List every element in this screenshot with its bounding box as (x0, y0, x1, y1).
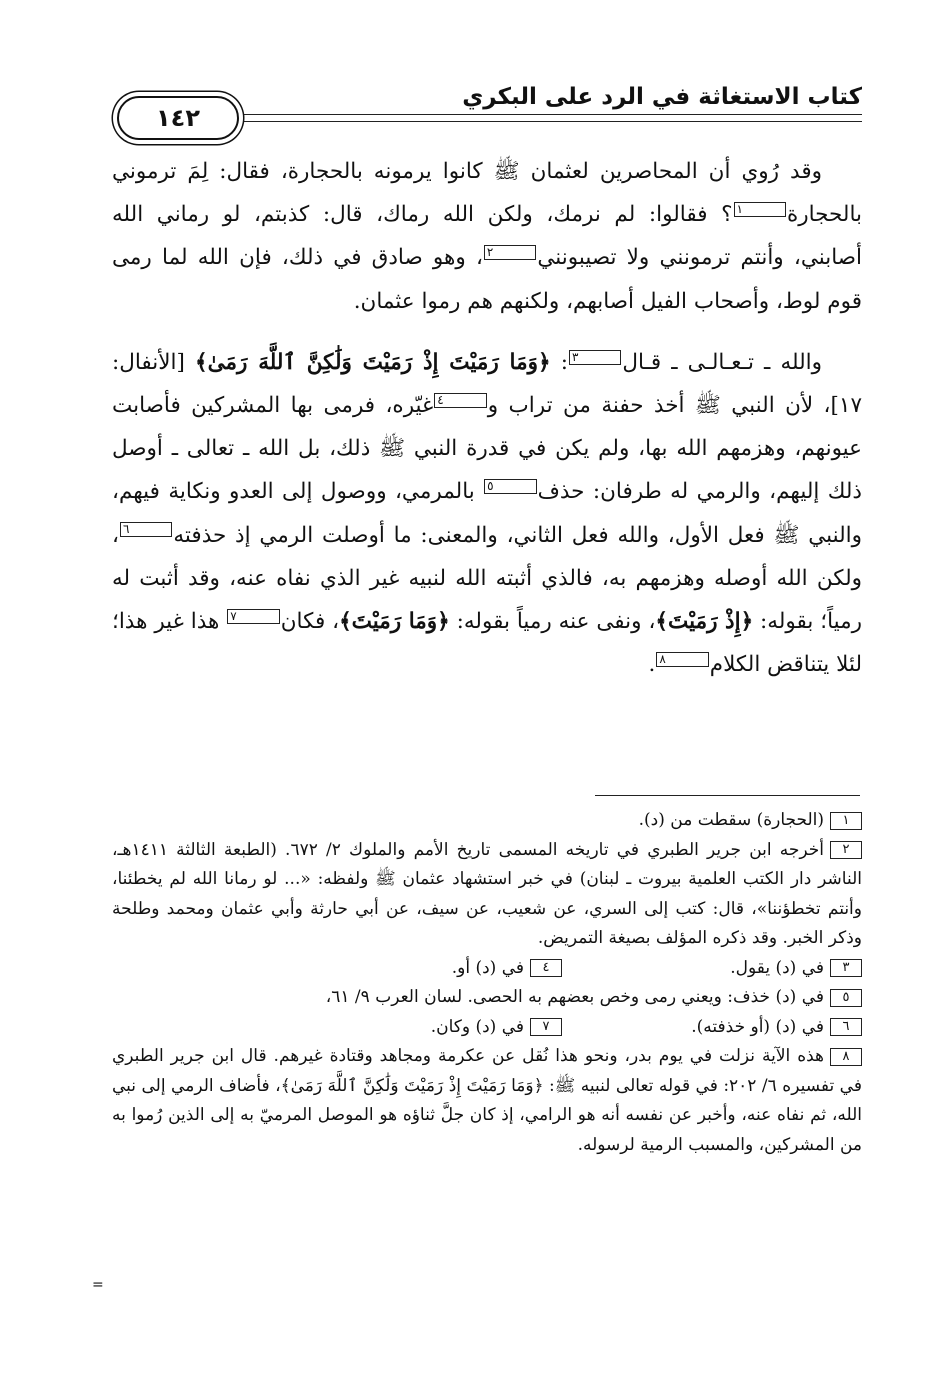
footnote-text: في (د) (أو خذفته). (691, 1016, 824, 1037)
footnote-ref-8[interactable]: ٨ (656, 652, 708, 667)
footnote-number: ٥ (830, 989, 862, 1007)
quran-verse: ﴿وَمَا رَمَيْتَ إِذْ رَمَيْتَ وَلَٰكِنَّ ٱللَّهَ رَمَىٰ﴾ (195, 349, 551, 375)
footnote-1 (112, 806, 862, 836)
text-run: هذا غير هذا؛ لئلا يتناقض الكلام (112, 609, 862, 678)
footnote-number: ٢ (830, 841, 862, 859)
footnote-text: (الحجارة) سقطت من (د). (638, 810, 824, 830)
footnote-ref-3[interactable]: ٣ (569, 350, 621, 365)
footnote-number: ٨ (830, 1048, 862, 1066)
text-run: بالمرمي، ووصول إلى العدو ونكاية فيهم، والنبي ﷺ فعل الأول، والله فعل الثاني، والمعنى: ما أوصلت الرمي إذ حذفته (112, 479, 862, 548)
footnote-8 (112, 1042, 862, 1160)
footnote-6 (562, 1013, 862, 1043)
footnote-ref-5[interactable]: ٥ (484, 479, 536, 494)
text-run: ، ونفى عنه رمياً بقوله: (449, 609, 656, 635)
text-run: وقد رُوي أن المحاصرين لعثمان ﷺ كانوا يرمونه بالحجارة، فقال: لِمَ ترموني بالحجارة (112, 159, 862, 228)
footnote-7 (262, 1013, 562, 1043)
footnote-ref-4[interactable]: ٤ (434, 393, 486, 408)
book-title: كتاب الاستغاثة في الرد على البكري (462, 84, 862, 110)
footnote-5 (112, 983, 862, 1013)
footnote-text: هذه الآية نزلت في يوم بدر، ونحو هذا نُقل عن عكرمة ومجاهد وقتادة غيرهم. قال ابن جرير الطبري في تفسيره ٦/ ٢٠٢: في قوله تعالى لنبيه ﷺ: ﴿وَمَا رَمَيْتَ إِذْ رَمَيْتَ وَلَٰكِنَّ ٱللَّهَ رَمَىٰ﴾، فأضاف الرمي إلى نبي الله، ثم نفاه عنه، وأخبر عن نفسه أنه هو الرامي، إذ كان جلَّ ثناؤه هو الموصل المرميّ به إلى الذين رُموا به من المشركين، والمسبب الرمية لرسوله. (112, 1046, 862, 1155)
footnote-separator (595, 795, 860, 796)
footnote-ref-7[interactable]: ٧ (227, 609, 279, 624)
footnote-2 (112, 836, 862, 954)
footnote-text: أخرجه ابن جرير الطبري في تاريخه المسمى تاريخ الأمم والملوك ٢/ ٦٧٢. (الطبعة الثالثة ١٤١١هـ، الناشر دار الكتب العلمية بيروت ـ لبنان) في خبر استشهاد عثمان ﷺ ولفظه: «... لو رمانا الله لم يخطئنا، وأنتم تخطؤننا»، قال: كتب إلى السري، عن شعيب، عن سيف، عن أبي حارثة وأبي عثمان ومحمد وطلحة وذكر الخبر. وقد ذكره المؤلف بصيغة التمريض. (112, 839, 862, 948)
footnote-4 (262, 954, 562, 984)
text-run: . (648, 652, 656, 678)
main-text (112, 150, 862, 686)
footnote-number: ١ (830, 812, 862, 830)
text-run: ، ولكن الله أوصله وهزمهم به، فالذي أثبته الله لنبيه غير الذي نفاه عنه، وقد أثبت له رمياً؛ بقوله: (112, 522, 863, 635)
paragraph-1 (112, 150, 862, 323)
footnote-ref-6[interactable]: ٦ (120, 522, 172, 537)
text-run: : (550, 349, 568, 375)
footnote-text: في (د) أو. (451, 957, 524, 978)
text-run: غيّره، فرمى بها المشركين فأصابت عيونهم، وهزمهم الله بها، ولم يكن في قدرة النبي ﷺ ذلك، بل الله ـ تعالى ـ أوصل ذلك إليهم، والرمي له طرفان: حذف (112, 393, 862, 505)
footnote-3 (562, 954, 862, 984)
running-header (112, 78, 862, 138)
footnote-text: في (د) خذف: ويعني رمى وخص بعضهم به الحصى. لسان العرب ٩/ ٦١، (325, 987, 824, 1007)
footnote-text: في (د) وكان. (430, 1016, 524, 1037)
text-run: [الأنفال: ١٧]، لأن النبي ﷺ أخذ حفنة من تراب و (112, 349, 862, 419)
footnote-text: في (د) يقول. (730, 957, 824, 978)
footnotes (112, 806, 862, 1160)
footnote-number: ٦ (830, 1018, 862, 1036)
footnote-ref-2[interactable]: ٢ (484, 245, 536, 260)
text-run: والله ـ تـعـالـى ـ قـال (622, 349, 823, 375)
quran-verse: ﴿وَمَا رَمَيْتَ﴾ (339, 609, 450, 635)
quran-verse: ﴿إِذْ رَمَيْتَ﴾ (655, 609, 754, 635)
footnote-number: ٤ (530, 959, 562, 977)
page-number: ١٤٢ (117, 96, 239, 140)
paragraph-2 (112, 341, 862, 687)
text-run: ؟ فقالوا: لم نرمك، ولكن الله رماك، قال: كذبتم، لو رماني الله أصابني، وأنتم ترمونني ولا تصيبونني (112, 202, 862, 271)
footnote-row (112, 954, 862, 984)
footnote-number: ٣ (830, 959, 862, 977)
text-run: ، فكان (280, 609, 340, 635)
footnote-row (112, 1013, 862, 1043)
footnote-number: ٧ (530, 1018, 562, 1036)
footnote-ref-1[interactable]: ١ (734, 202, 786, 217)
text-run: ، وهو صادق في ذلك، فإن الله لما رمى قوم لوط، وأصحاب الفيل أصابهم، ولكنهم هم رموا عثمان. (112, 245, 862, 314)
continuation-mark: = (92, 1277, 104, 1293)
